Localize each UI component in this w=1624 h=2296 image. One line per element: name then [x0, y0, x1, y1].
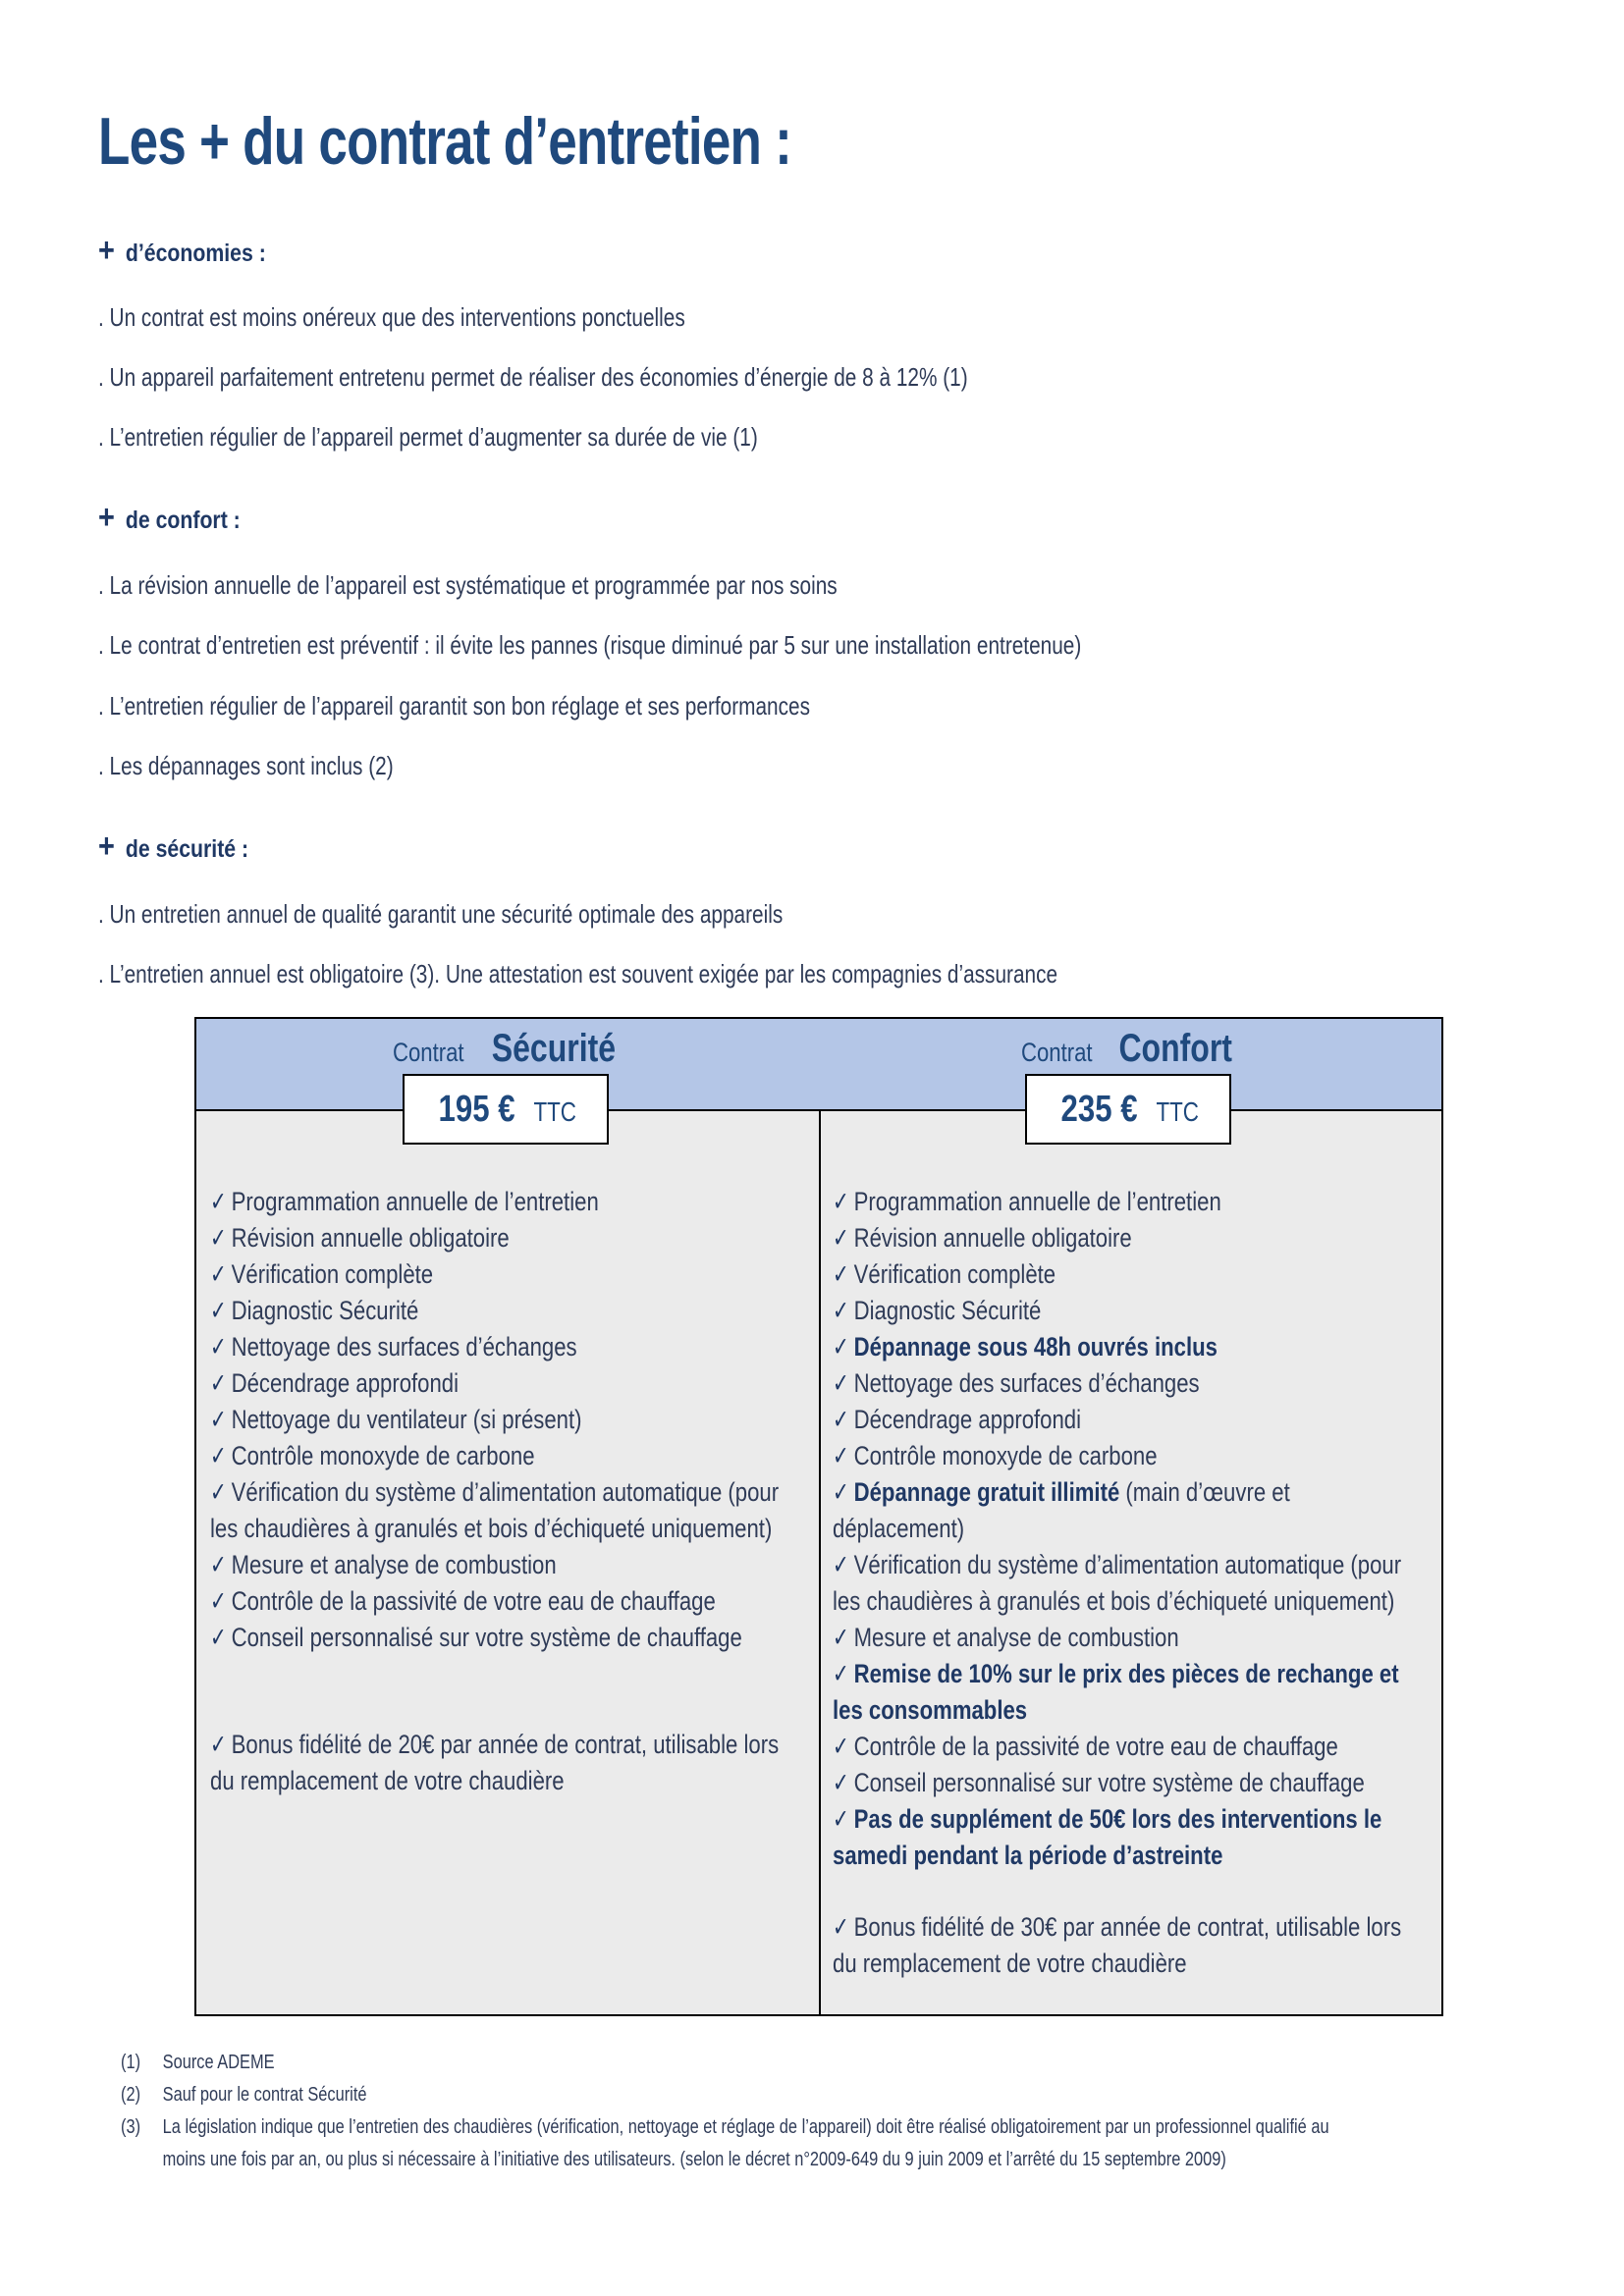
section-heading-confort [98, 499, 241, 537]
price-ttc: TTC [1155, 1096, 1199, 1127]
footnote-number: (1) [121, 2052, 141, 2073]
footnote-number: (3) [121, 2116, 141, 2138]
check-icon: ✓ [210, 1586, 227, 1616]
contract-item [210, 1620, 807, 1656]
contract-item-text: Vérification complète [231, 1259, 434, 1289]
check-icon: ✓ [210, 1332, 227, 1362]
contract-item [210, 1511, 807, 1547]
contract-item-text: Dépannage gratuit illimité [853, 1477, 1120, 1507]
check-icon: ✓ [210, 1296, 227, 1325]
contract-item-text: Bonus fidélité de 20€ par année de contrat, utilisable lors [231, 1730, 780, 1759]
section-heading-economies [98, 232, 266, 270]
contract-item [833, 1583, 1430, 1620]
check-icon: ✓ [833, 1659, 849, 1688]
list-spacer [210, 1656, 807, 1727]
contract-item [833, 1329, 1430, 1365]
contract-title [196, 1027, 819, 1071]
check-icon: ✓ [833, 1187, 849, 1216]
section-heading-securite [98, 828, 248, 866]
contract-item [210, 1220, 807, 1256]
contract-item [833, 1765, 1430, 1801]
section-line: . L’entretien régulier de l’appareil garantit son bon réglage et ses performances [98, 691, 810, 721]
contract-item-text: Conseil personnalisé sur votre système de chauffage [853, 1768, 1365, 1797]
check-icon: ✓ [833, 1296, 849, 1325]
contract-item-text: Remise de 10% sur le prix des pièces de rechange et [853, 1659, 1399, 1688]
check-icon: ✓ [210, 1623, 227, 1652]
contract-item-text: Programmation annuelle de l’entretien [853, 1187, 1221, 1216]
contract-item-text: Bonus fidélité de 30€ par année de contrat, utilisable lors [853, 1912, 1402, 1942]
contract-item [210, 1184, 807, 1220]
check-icon: ✓ [210, 1259, 227, 1289]
section-heading-label: d’économies : [125, 240, 266, 267]
check-icon: ✓ [833, 1477, 849, 1507]
contract-item-text: Contrôle de la passivité de votre eau de chauffage [853, 1732, 1338, 1761]
contract-item-text: Nettoyage des surfaces d’échanges [231, 1332, 577, 1362]
contract-item-text: Programmation annuelle de l’entretien [231, 1187, 599, 1216]
check-icon: ✓ [210, 1187, 227, 1216]
contract-name: Confort [1118, 1027, 1233, 1070]
check-icon: ✓ [210, 1368, 227, 1398]
check-icon: ✓ [210, 1223, 227, 1253]
contract-item-text: Contrôle monoxyde de carbone [853, 1441, 1158, 1470]
contract-item [210, 1438, 807, 1474]
contract-item-text: Contrôle monoxyde de carbone [231, 1441, 535, 1470]
contract-item-text: Conseil personnalisé sur votre système de chauffage [231, 1623, 742, 1652]
contract-item [210, 1763, 807, 1799]
check-icon: ✓ [833, 1804, 849, 1834]
contract-item [210, 1474, 807, 1511]
contract-item [210, 1256, 807, 1293]
contract-item [210, 1727, 807, 1763]
check-icon: ✓ [210, 1730, 227, 1759]
contract-name: Sécurité [491, 1027, 616, 1070]
contract-item [833, 1402, 1430, 1438]
check-icon: ✓ [833, 1332, 849, 1362]
check-icon: ✓ [210, 1441, 227, 1470]
check-icon: ✓ [833, 1623, 849, 1652]
section-line: . L’entretien annuel est obligatoire (3). Une attestation est souvent exigée par les compagnies d’assurance [98, 959, 1058, 988]
contract-item [833, 1692, 1430, 1729]
plus-icon: + [98, 499, 115, 536]
price-amount: 195 € [438, 1089, 515, 1130]
section-heading-label: de confort : [125, 507, 241, 534]
section-line: . Les dépannages sont inclus (2) [98, 751, 394, 780]
contract-item [833, 1620, 1430, 1656]
contract-item-text: Vérification complète [853, 1259, 1056, 1289]
contract-column-securite [196, 1019, 821, 2014]
section-line: . Un entretien annuel de qualité garantit une sécurité optimale des appareils [98, 899, 784, 929]
contract-item [210, 1365, 807, 1402]
check-icon: ✓ [210, 1405, 227, 1434]
contract-item [833, 1838, 1430, 1874]
contract-item-text: Mesure et analyse de combustion [231, 1550, 557, 1579]
contract-item-text: Décendrage approfondi [231, 1368, 460, 1398]
contract-item-text: déplacement) [833, 1514, 965, 1543]
contract-item-list [210, 1184, 807, 1799]
contract-title [819, 1027, 1441, 1071]
footnote-text: Source ADEME [162, 2052, 275, 2073]
section-line: . Un contrat est moins onéreux que des interventions ponctuelles [98, 302, 685, 332]
contract-item [833, 1511, 1430, 1547]
contract-item-text: Diagnostic Sécurité [853, 1296, 1042, 1325]
contract-item [210, 1547, 807, 1583]
check-icon: ✓ [833, 1732, 849, 1761]
contract-item-text: Vérification du système d’alimentation automatique (pour [231, 1477, 780, 1507]
contract-item [833, 1474, 1430, 1511]
contract-item [833, 1547, 1430, 1583]
contract-item-text: samedi pendant la période d’astreinte [833, 1841, 1223, 1870]
price-box [1025, 1074, 1231, 1145]
contract-item-text: Nettoyage du ventilateur (si présent) [231, 1405, 582, 1434]
check-icon: ✓ [210, 1550, 227, 1579]
contract-item-text: Mesure et analyse de combustion [853, 1623, 1179, 1652]
section-line: . Le contrat d’entretien est préventif : il évite les pannes (risque diminué par 5 sur une installation entretenue) [98, 630, 1082, 660]
contract-item-text: Révision annuelle obligatoire [231, 1223, 510, 1253]
price-box [403, 1074, 609, 1145]
contract-prefix: Contrat [1021, 1038, 1093, 1067]
footnote-text: La législation indique que l’entretien des chaudières (vérification, nettoyage et réglage de l’appareil) doit être réalisé obligatoirement par un professionnel qualifié au [162, 2116, 1329, 2138]
contract-item-text: Dépannage sous 48h ouvrés inclus [853, 1332, 1218, 1362]
contract-item [833, 1438, 1430, 1474]
contract-item-text: Décendrage approfondi [853, 1405, 1082, 1434]
contract-item [833, 1293, 1430, 1329]
check-icon: ✓ [833, 1368, 849, 1398]
check-icon: ✓ [833, 1441, 849, 1470]
contract-item-text: Révision annuelle obligatoire [853, 1223, 1132, 1253]
contract-prefix: Contrat [392, 1038, 464, 1067]
section-line: . L’entretien régulier de l’appareil permet d’augmenter sa durée de vie (1) [98, 422, 758, 452]
section-line: . Un appareil parfaitement entretenu permet de réaliser des économies d’énergie de 8 à 12% (1) [98, 362, 968, 392]
contract-item-text: les chaudières à granulés et bois d’échiqueté uniquement) [210, 1514, 773, 1543]
contract-item [833, 1256, 1430, 1293]
contract-item-text: Vérification du système d’alimentation automatique (pour [853, 1550, 1402, 1579]
contract-item-text-rest: (main d’œuvre et [1119, 1477, 1290, 1507]
price-ttc: TTC [532, 1096, 576, 1127]
contract-item-text: les consommables [833, 1695, 1028, 1725]
section-line: . La révision annuelle de l’appareil est systématique et programmée par nos soins [98, 570, 838, 600]
contract-item [210, 1329, 807, 1365]
contract-comparison-table [194, 1017, 1443, 2016]
footnote-text: moins une fois par an, ou plus si nécessaire à l’initiative des utilisateurs. (selon le décret n°2009-649 du 9 juin 2009 et l’arrêté du 15 septembre 2009) [162, 2149, 1226, 2170]
check-icon: ✓ [833, 1259, 849, 1289]
check-icon: ✓ [833, 1223, 849, 1253]
contract-item-text: Diagnostic Sécurité [231, 1296, 419, 1325]
footnote-text: Sauf pour le contrat Sécurité [162, 2084, 367, 2106]
contract-item-text: du remplacement de votre chaudière [210, 1766, 565, 1795]
contract-item [833, 1909, 1430, 1946]
contract-item [833, 1729, 1430, 1765]
contract-item [210, 1402, 807, 1438]
check-icon: ✓ [833, 1550, 849, 1579]
check-icon: ✓ [833, 1405, 849, 1434]
footnote-number: (2) [121, 2084, 141, 2106]
contract-item-text: les chaudières à granulés et bois d’échiqueté uniquement) [833, 1586, 1395, 1616]
contract-item [210, 1293, 807, 1329]
contract-item [833, 1220, 1430, 1256]
contract-item-text: du remplacement de votre chaudière [833, 1949, 1187, 1978]
check-icon: ✓ [210, 1477, 227, 1507]
contract-item [833, 1946, 1430, 1982]
contract-item [833, 1656, 1430, 1692]
contract-item-text: Nettoyage des surfaces d’échanges [853, 1368, 1200, 1398]
list-spacer [833, 1874, 1430, 1909]
contract-item [833, 1801, 1430, 1838]
plus-icon: + [98, 828, 115, 865]
check-icon: ✓ [833, 1768, 849, 1797]
check-icon: ✓ [833, 1912, 849, 1942]
contract-item [210, 1583, 807, 1620]
plus-icon: + [98, 232, 115, 269]
section-heading-label: de sécurité : [125, 835, 249, 863]
price-amount: 235 € [1060, 1089, 1138, 1130]
contract-item [833, 1365, 1430, 1402]
contract-item [833, 1184, 1430, 1220]
contract-item-text: Pas de supplément de 50€ lors des interventions le [853, 1804, 1382, 1834]
contract-item-text: Contrôle de la passivité de votre eau de chauffage [231, 1586, 716, 1616]
contract-item-list [833, 1184, 1430, 1982]
contract-column-confort [819, 1019, 1441, 2014]
page-title: Les + du contrat d’entretien : [98, 104, 792, 179]
